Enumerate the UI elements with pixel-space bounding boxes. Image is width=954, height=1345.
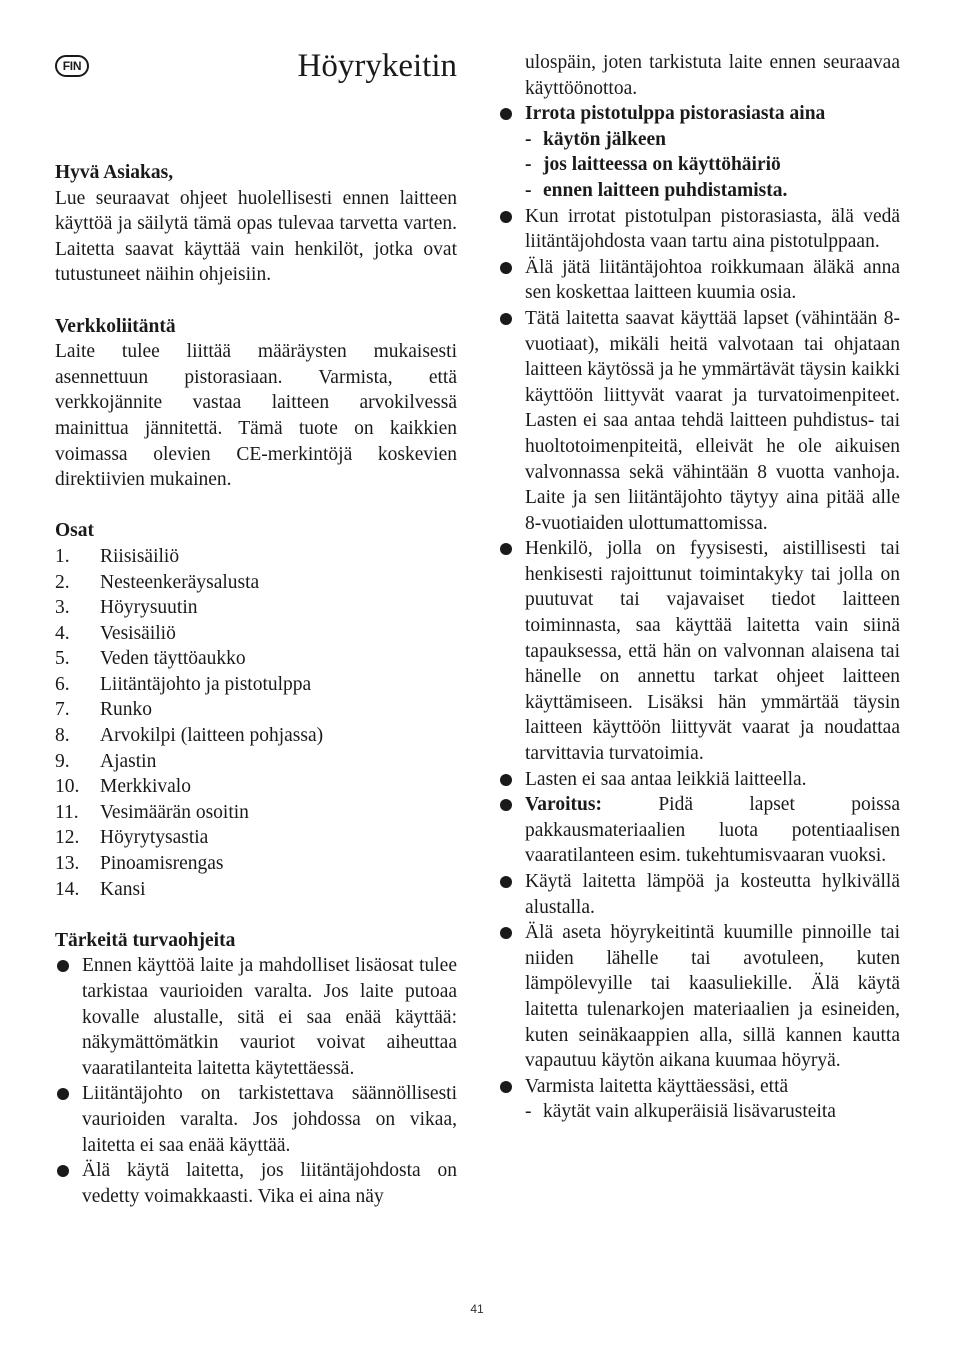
warning-label: Varoitus: [525,794,602,816]
safety-list-right [498,50,900,1125]
list-item: Tätä laitetta saavat käyttää lapset (vähintään 8-vuotiaat), mikäli heitä valvotaan tai ohjataan laitteen käytössä ja he ymmärtävät täysin kaikki käyttöön liittyvät vaarat ja turvatoimenpiteet. Lasten ei saa antaa tehdä laitteen puhdistus- tai huoltotoimenpiteitä, elleivät he ole aikuisen valvonnassa sekä vähintään 8 vuotta vanhoja. Laite ja sen liitäntäjohto täytyy aina pitää alle 8-vuotiaiden ulottumattomissa. [498,306,900,536]
list-item: Liitäntäjohto on tarkistettava säännöllisesti vaurioiden varalta. Jos johdossa on vikaa, laitetta ei saa enää käyttää. [55,1081,457,1158]
list-item-continuation: ulospäin, joten tarkistuta laite ennen seuraavaa käyttöönottoa. [525,52,900,99]
list-item: 12. Höyrytysastia [55,827,209,849]
list-item: Käytä laitetta lämpöä ja kosteutta hylkivällä alustalla. [498,869,900,920]
parts-list [55,544,457,902]
list-item: 2. Nesteenkeräysalusta [55,571,260,593]
list-item: 14. Kansi [55,878,146,900]
list-item: 8. Arvokilpi (laitteen pohjassa) [55,725,324,747]
safety-list-left [55,953,457,1209]
list-item: Henkilö, jolla on fyysisesti, aistillisesti tai henkisesti rajoittunut toimintakyky tai jolla on puutuvat tai vajavaiset tiedot laitteen toiminnasta, saa käyttää laitetta vain siinä tapauksessa, että hän on valvonnan alaisena tai hänelle on annettu tarkat ohjeet laitteen käyttämiseen. Lisäksi hän ymmärtää täysin laitteen käyttöön liittyvät vaarat ja noudattaa tarvittavia turvatoimia. [498,536,900,766]
list-item: Älä käytä laitetta, jos liitäntäjohdosta on vedetty voimakkaasti. Vika ei aina näy [55,1158,457,1209]
safety-heading: Tärkeitä turvaohjeita [55,929,236,951]
list-item: 6. Liitäntäjohto ja pistotulppa [55,673,312,695]
intro-heading: Hyvä Asiakas, [55,162,174,183]
network-text: Laite tulee liittää määräysten mukaisesti asennettuun pistorasiaan. Varmista, että verkkojännite vastaa laitteen arvokilvessä mainittua jännitettä. Tämä tuote on kaikkien voimassa olevien CE-merkintöjä koskevien direktiivien mukainen. [55,341,457,491]
network-heading: Verkkoliitäntä [55,315,176,337]
sub-list-item: - käytät vain alkuperäisiä lisävarusteita [525,1101,836,1123]
list-item: Ennen käyttöä laite ja mahdolliset lisäosat tulee tarkistaa vaurioiden varalta. Jos laite putoaa kovalle alustalle, sitä ei saa enää käyttää: näkymättömätkin vauriot voivat aiheuttaa vaaratilanteita laitetta käytettäessä. [55,953,457,1081]
list-item: 11. Vesimäärän osoitin [55,801,249,823]
sub-list [525,1099,900,1125]
list-item: Älä jätä liitäntäjohtoa roikkumaan äläkä anna sen koskettaa laitteen kuumia osia. [498,255,900,306]
list-item: 9. Ajastin [55,750,157,772]
list-item: 4. Vesisäiliö [55,622,176,644]
list-item: Lasten ei saa antaa leikkiä laitteella. [498,767,900,793]
sub-list-item: - käytön jälkeen [525,128,666,150]
list-item: 1. Riisisäiliö [55,545,180,567]
sub-list-item: - ennen laitteen puhdistamista. [525,179,788,201]
language-badge: FIN [55,55,89,77]
list-item: 3. Höyrysuutin [55,597,198,619]
page-number: 41 [470,1302,484,1316]
intro-text: Lue seuraavat ohjeet huolellisesti ennen laitteen käyttöä ja säilytä tämä opas tulevaa tarvetta varten. Laitetta saavat käyttää vain henkilöt, jotka ovat tutustuneet näihin ohjeisiin. [55,187,457,286]
right-column [498,50,900,1125]
warning-text: Pidä lapset poissa pakkausmateriaalien luota potentiaalisen vaaratilanteen esim. tukehtumisvaaran vuoksi. [525,794,901,867]
list-item: 5. Veden täyttöaukko [55,648,246,670]
list-item: 7. Runko [55,699,153,721]
list-item: 10. Merkkivalo [55,776,191,798]
list-item: 13. Pinoamisrengas [55,853,224,875]
list-item: Varmista laitetta käyttäessäsi, että - käytät vain alkuperäisiä lisävarusteita [498,1074,900,1125]
list-item: Irrota pistotulppa pistorasiasta aina - käytön jälkeen - jos laitteessa on käyttöhäiriö - ennen laitteen puhdistamista. [498,101,900,203]
sub-list-item: - jos laitteessa on käyttöhäiriö [525,154,781,176]
list-item: Älä aseta höyrykeitintä kuumille pinnoille tai niiden lähelle tai avotuleen, kuten lämpölevyille tai kaasuliekille. Älä käytä laitetta tulenarkojen materiaalien ja esineiden, kuten seinäkaappien alla, sillä kannen kautta vapautuu käytön aikana kuumaa höyryä. [498,920,900,1074]
list-item-warning [498,792,900,869]
document-title: Höyrykeitin [297,48,457,84]
sub-list [525,127,900,204]
parts-heading: Osat [55,520,94,542]
list-item: Kun irrotat pistotulpan pistorasiasta, älä vedä liitäntäjohdosta vaan tartu aina pistotulppaan. [498,204,900,255]
left-column [55,160,457,1209]
